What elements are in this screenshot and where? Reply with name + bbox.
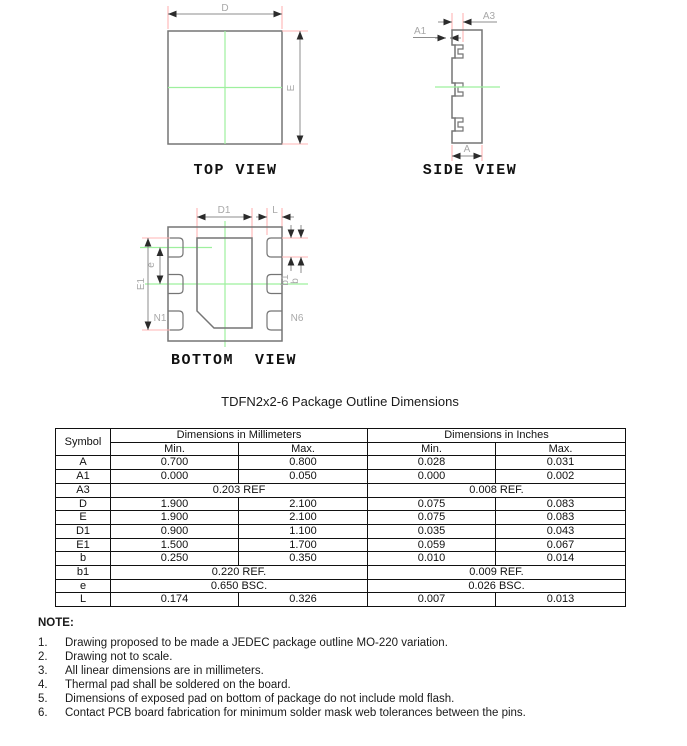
- table-row: [56, 511, 626, 525]
- dim-label-a: A: [463, 144, 471, 155]
- cell-mm_min: 0.000: [111, 470, 239, 484]
- note-item: [38, 664, 526, 678]
- cell-in_min: 0.075: [368, 511, 496, 525]
- note-item: [38, 650, 526, 664]
- note-number: 1.: [38, 637, 48, 649]
- cell-in_max: 0.014: [496, 552, 626, 566]
- lead-profile: [455, 45, 463, 58]
- table-row: [56, 483, 626, 497]
- lead-profile: [455, 83, 463, 96]
- cell-in_max: 0.013: [496, 593, 626, 607]
- cell-in_max: 0.083: [496, 497, 626, 511]
- cell-mm_max: 0.050: [239, 470, 368, 484]
- cell-symbol: E: [56, 511, 111, 525]
- lead-pad: [267, 311, 282, 330]
- cell-mm_max: 2.100: [239, 511, 368, 525]
- cell-mm_max: 0.326: [239, 593, 368, 607]
- dim-label-e: E: [286, 84, 297, 92]
- cell-symbol: A3: [56, 483, 111, 497]
- note-text: Drawing proposed to be made a JEDEC package outline MO-220 variation.: [65, 637, 448, 649]
- cell-mm_max: 1.100: [239, 524, 368, 538]
- note-text: Contact PCB board fabrication for minimum solder mask web tolerances between the pins.: [65, 707, 526, 719]
- note-text: All linear dimensions are in millimeters.: [65, 665, 264, 677]
- note-item: [38, 706, 526, 720]
- dim-label-b: b: [290, 278, 301, 284]
- cell-mm_max: 1.700: [239, 538, 368, 552]
- cell-in_max: 0.083: [496, 511, 626, 525]
- note-number: 6.: [38, 707, 48, 719]
- cell-in_max: 0.043: [496, 524, 626, 538]
- header-mm-max: Max.: [239, 442, 368, 456]
- cell-symbol: A1: [56, 470, 111, 484]
- table-title: TDFN2x2-6 Package Outline Dimensions: [221, 394, 459, 409]
- cell-symbol: D1: [56, 524, 111, 538]
- note-text: Thermal pad shall be soldered on the board.: [65, 679, 291, 691]
- cell-symbol: A: [56, 456, 111, 470]
- header-symbol: Symbol: [56, 429, 111, 456]
- cell-in_span: 0.026 BSC.: [368, 579, 626, 593]
- notes-list: [38, 636, 526, 720]
- note-number: 3.: [38, 665, 48, 677]
- cell-in_min: 0.059: [368, 538, 496, 552]
- top-view-caption: TOP VIEW: [193, 162, 278, 179]
- pin6-label: N6: [290, 313, 304, 324]
- notes-heading: NOTE:: [38, 617, 74, 629]
- dim-label-e1: E1: [136, 277, 147, 291]
- dimensions-table: [55, 428, 626, 607]
- dim-label-e: e: [146, 262, 157, 268]
- dim-label-d: D: [221, 3, 229, 14]
- side-view-caption: SIDE VIEW: [422, 162, 518, 179]
- cell-mm_min: 1.900: [111, 511, 239, 525]
- cell-mm_span: 0.650 BSC.: [111, 579, 368, 593]
- cell-in_min: 0.075: [368, 497, 496, 511]
- note-item: [38, 678, 526, 692]
- table-row: [56, 538, 626, 552]
- header-in-min: Min.: [368, 442, 496, 456]
- cell-in_max: 0.031: [496, 456, 626, 470]
- cell-symbol: L: [56, 593, 111, 607]
- cell-mm_span: 0.220 REF.: [111, 566, 368, 580]
- cell-in_min: 0.035: [368, 524, 496, 538]
- cell-mm_min: 0.250: [111, 552, 239, 566]
- table-row: [56, 524, 626, 538]
- table-row: [56, 579, 626, 593]
- bottom-view-caption: BOTTOM VIEW: [170, 352, 298, 369]
- table-header-row: [56, 429, 626, 443]
- cell-in_min: 0.028: [368, 456, 496, 470]
- cell-symbol: b1: [56, 566, 111, 580]
- cell-symbol: e: [56, 579, 111, 593]
- cell-symbol: b: [56, 552, 111, 566]
- cell-in_max: 0.002: [496, 470, 626, 484]
- cell-in_span: 0.009 REF.: [368, 566, 626, 580]
- table-subheader-row: [56, 442, 626, 456]
- note-number: 4.: [38, 679, 48, 691]
- pin1-label: N1: [153, 313, 167, 324]
- cell-in_min: 0.007: [368, 593, 496, 607]
- cell-mm_max: 2.100: [239, 497, 368, 511]
- lead-profile: [455, 118, 463, 131]
- cell-mm_min: 1.900: [111, 497, 239, 511]
- dim-label-d1: D1: [217, 205, 231, 216]
- dim-label-a1: A1: [414, 26, 427, 37]
- header-inch: Dimensions in Inches: [368, 429, 626, 443]
- header-mm: Dimensions in Millimeters: [111, 429, 368, 443]
- cell-symbol: D: [56, 497, 111, 511]
- cell-mm_max: 0.350: [239, 552, 368, 566]
- note-item: [38, 692, 526, 706]
- lead-pad: [267, 238, 282, 257]
- note-text: Dimensions of exposed pad on bottom of package do not include mold flash.: [65, 693, 455, 705]
- cell-mm_min: 0.900: [111, 524, 239, 538]
- table-row: [56, 593, 626, 607]
- cell-in_span: 0.008 REF.: [368, 483, 626, 497]
- table-row: [56, 552, 626, 566]
- note-number: 2.: [38, 651, 48, 663]
- table-row: [56, 470, 626, 484]
- header-in-max: Max.: [496, 442, 626, 456]
- note-text: Drawing not to scale.: [65, 651, 173, 663]
- cell-mm_min: 1.500: [111, 538, 239, 552]
- cell-mm_min: 0.700: [111, 456, 239, 470]
- cell-mm_max: 0.800: [239, 456, 368, 470]
- table-row: [56, 497, 626, 511]
- table-row: [56, 566, 626, 580]
- table-row: [56, 456, 626, 470]
- header-mm-min: Min.: [111, 442, 239, 456]
- cell-in_min: 0.010: [368, 552, 496, 566]
- dim-label-l: L: [272, 205, 278, 216]
- cell-in_min: 0.000: [368, 470, 496, 484]
- cell-mm_min: 0.174: [111, 593, 239, 607]
- note-item: [38, 636, 526, 650]
- lead-pad: [168, 311, 183, 330]
- cell-symbol: E1: [56, 538, 111, 552]
- dim-label-a3: A3: [482, 11, 496, 22]
- cell-in_max: 0.067: [496, 538, 626, 552]
- note-number: 5.: [38, 693, 48, 705]
- dim-label-b1: b1: [280, 274, 291, 286]
- cell-mm_span: 0.203 REF: [111, 483, 368, 497]
